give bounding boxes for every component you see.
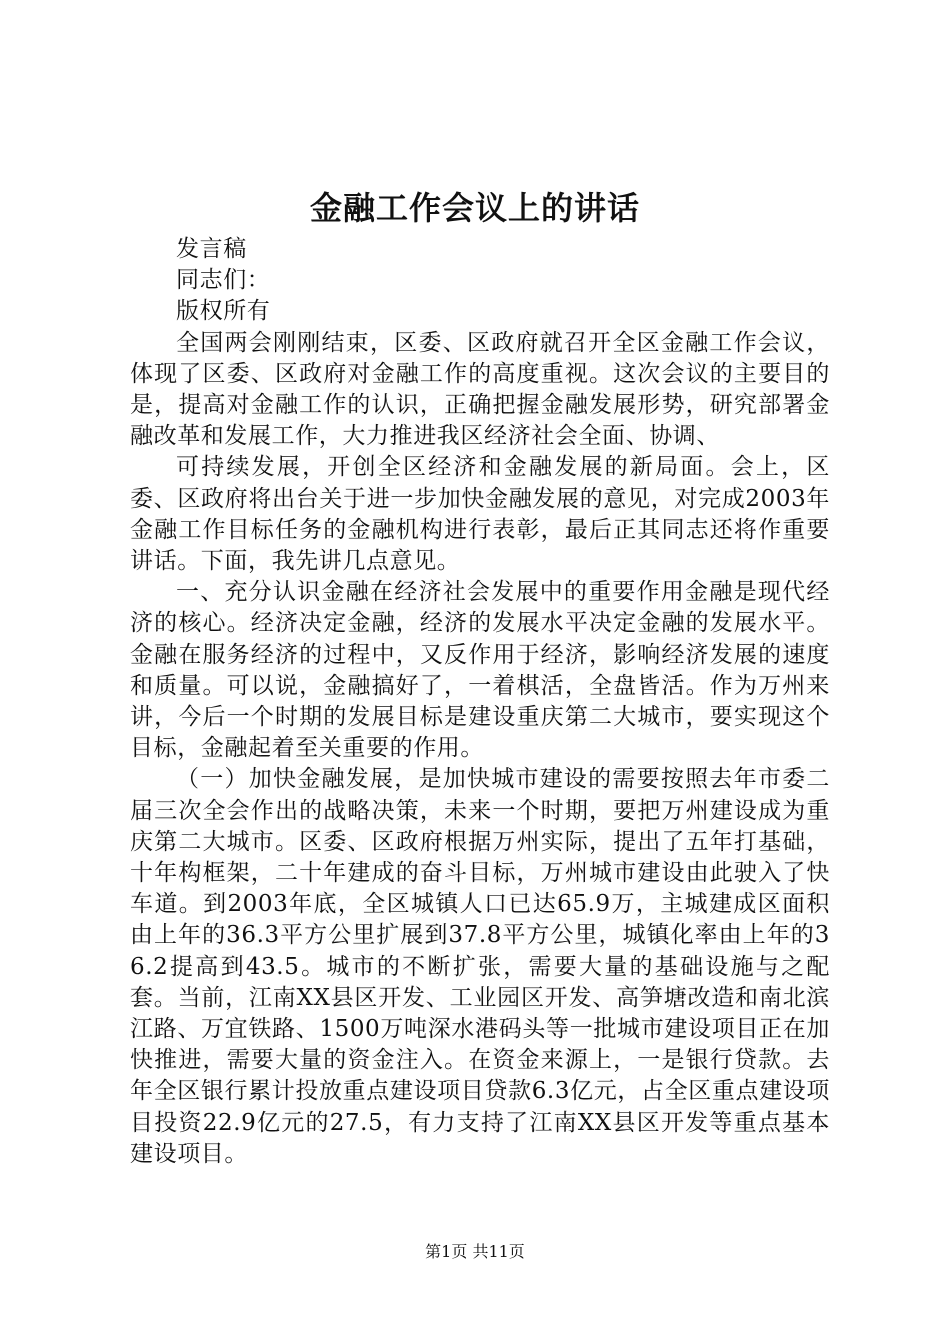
paragraph: （一）加快金融发展，是加快城市建设的需要按照去年市委二届三次全会作出的战略决策，未来一个时期，要把万州建设成为重庆第二大城市。区委、区政府根据万州实际，提出了五年打基础，十年构框架，二十年建成的奋斗目标，万州城市建设由此驶入了快车道。到2003年底，全区城镇人口已达65.9万，主城建成区面积由上年的36.3平方公里扩展到37.8平方公里，城镇化率由上年的36.2提高到43.5。城市的不断扩张，需要大量的基础设施与之配套。当前，江南XX县区开发、工业园区开发、高笋塘改造和南北滨江路、万宜铁路、1500万吨深水港码头等一批城市建设项目正在加快推进，需要大量的资金注入。在资金来源上，一是银行贷款。去年全区银行累计投放重点建设项目贷款6.3亿元，占全区重点建设项目投资22.9亿元的27.5，有力支持了江南XX县区开发等重点基本建设项目。 [130, 766, 830, 1167]
document-body [130, 234, 830, 1170]
paragraph-salutation: 同志们： [176, 267, 271, 294]
paragraph: 可持续发展，开创全区经济和金融发展的新局面。会上，区委、区政府将出台关于进一步加快金融发展的意见，对完成2003年金融工作目标任务的金融机构进行表彰，最后正其同志还将作重要讲话。下面，我先讲几点意见。 [130, 454, 830, 575]
paragraph-copyright: 版权所有 [176, 298, 271, 325]
paragraph: 全国两会刚刚结束，区委、区政府就召开全区金融工作会议，体现了区委、区政府对金融工作的高度重视。这次会议的主要目的是，提高对金融工作的认识，正确把握金融发展形势，研究部署金融改革和发展工作，大力推进我区经济社会全面、协调、 [130, 329, 830, 450]
paragraph: 一、充分认识金融在经济社会发展中的重要作用金融是现代经济的核心。经济决定金融，经济的发展水平决定金融的发展水平。金融在服务经济的过程中，又反作用于经济，影响经济发展的速度和质量。可以说，金融搞好了，一着棋活，全盘皆活。作为万州来讲，今后一个时期的发展目标是建设重庆第二大城市，要实现这个目标，金融起着至关重要的作用。 [130, 579, 830, 762]
paragraph-speech-label: 发言稿 [176, 236, 247, 262]
page-footer: 第1页 共11页 [425, 1242, 525, 1261]
document-title: 金融工作会议上的讲话 [309, 189, 640, 227]
